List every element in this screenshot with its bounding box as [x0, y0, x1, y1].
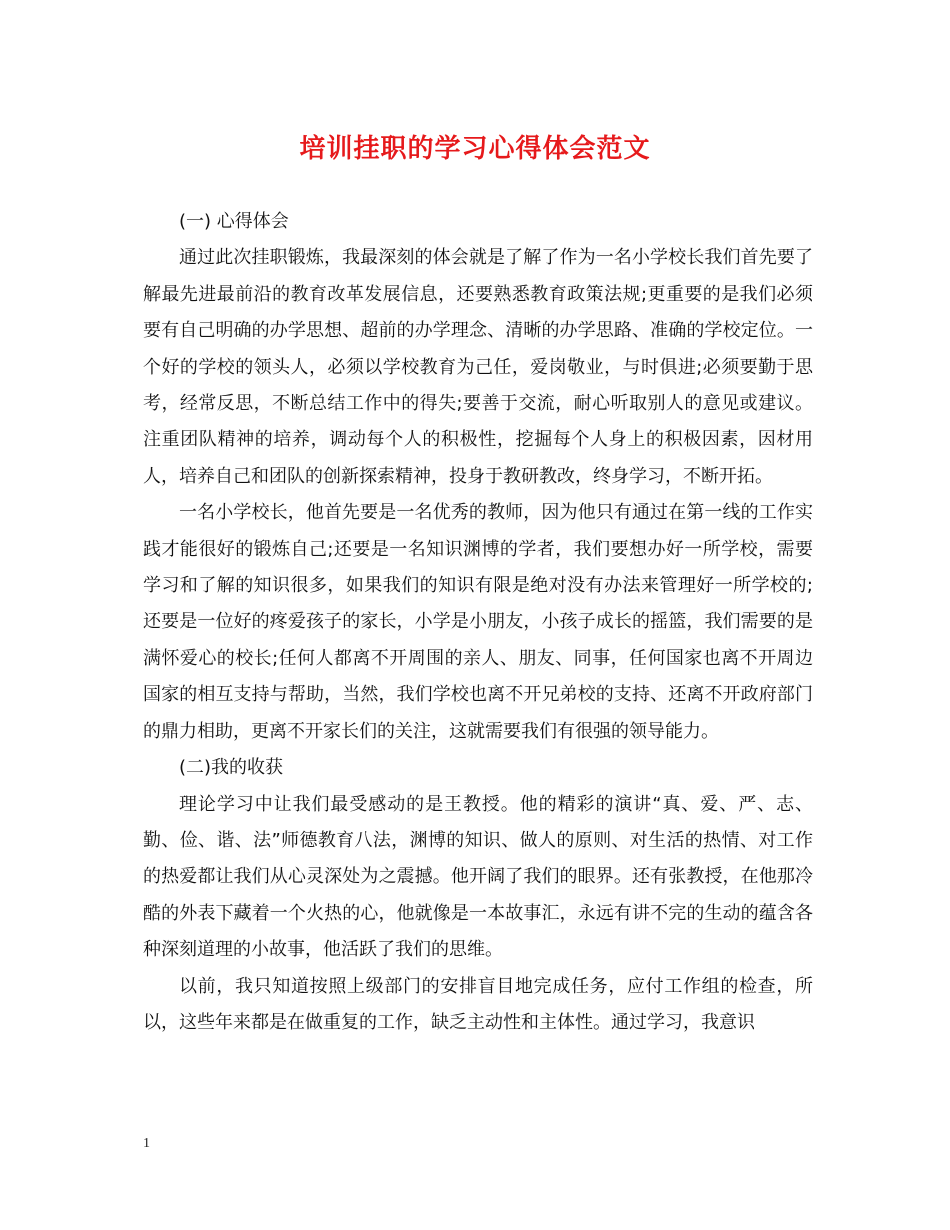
- section-heading-2: (二)我的收获: [179, 757, 284, 779]
- paragraph-1: 通过此次挂职锻炼，我最深刻的体会就是了解了作为一名小学校长我们首先要了解最先进最前沿的教育改革发展信息，还要熟悉教育政策法规;更重要的是我们必须要有自己明确的办学思想、超前的办学理念、清晰的办学思路、准确的学校定位。一个好的学校的领头人，必须以学校教育为己任，爱岗敬业，与时俱进;必须要勤于思考，经常反思，不断总结工作中的得失;要善于交流，耐心听取别人的意见或建议。注重团队精神的培养，调动每个人的积极性，挖掘每个人身上的积极因素，因材用人，培养自己和团队的创新探索精神，投身于教研教改，终身学习，不断开拓。: [143, 247, 813, 487]
- document-title: 培训挂职的学习心得体会范文: [299, 134, 651, 164]
- paragraph-4: 以前，我只知道按照上级部门的安排盲目地完成任务，应付工作组的检查，所以，这些年来都是在做重复的工作，缺乏主动性和主体性。通过学习，我意识: [143, 975, 813, 1033]
- paragraph-3: 理论学习中让我们最受感动的是王教授。他的精彩的演讲“真、爱、严、志、勤、俭、谐、法”师德教育八法，渊博的知识、做人的原则、对生活的热情、对工作的热爱都让我们从心灵深处为之震撼。他开阔了我们的眼界。还有张教授，在他那冷酷的外表下藏着一个火热的心，他就像是一本故事汇，永远有讲不完的生动的蕴含各种深刻道理的小故事，他活跃了我们的思维。: [143, 793, 813, 961]
- paragraph-2: 一名小学校长，他首先要是一名优秀的教师，因为他只有通过在第一线的工作实践才能很好的锻炼自己;还要是一名知识渊博的学者，我们要想办好一所学校，需要学习和了解的知识很多，如果我们的知识有限是绝对没有办法来管理好一所学校的;还要是一位好的疼爱孩子的家长，小学是小朋友，小孩子成长的摇篮，我们需要的是满怀爱心的校长;任何人都离不开周围的亲人、朋友、同事，任何国家也离不开周边国家的相互支持与帮助，当然，我们学校也离不开兄弟校的支持、还离不开政府部门的鼎力相助，更离不开家长们的关注，这就需要我们有很强的领导能力。: [143, 502, 813, 742]
- section-heading-1: (一) 心得体会: [179, 211, 289, 232]
- document-body: [143, 204, 813, 1041]
- page-number: 1: [143, 1136, 150, 1151]
